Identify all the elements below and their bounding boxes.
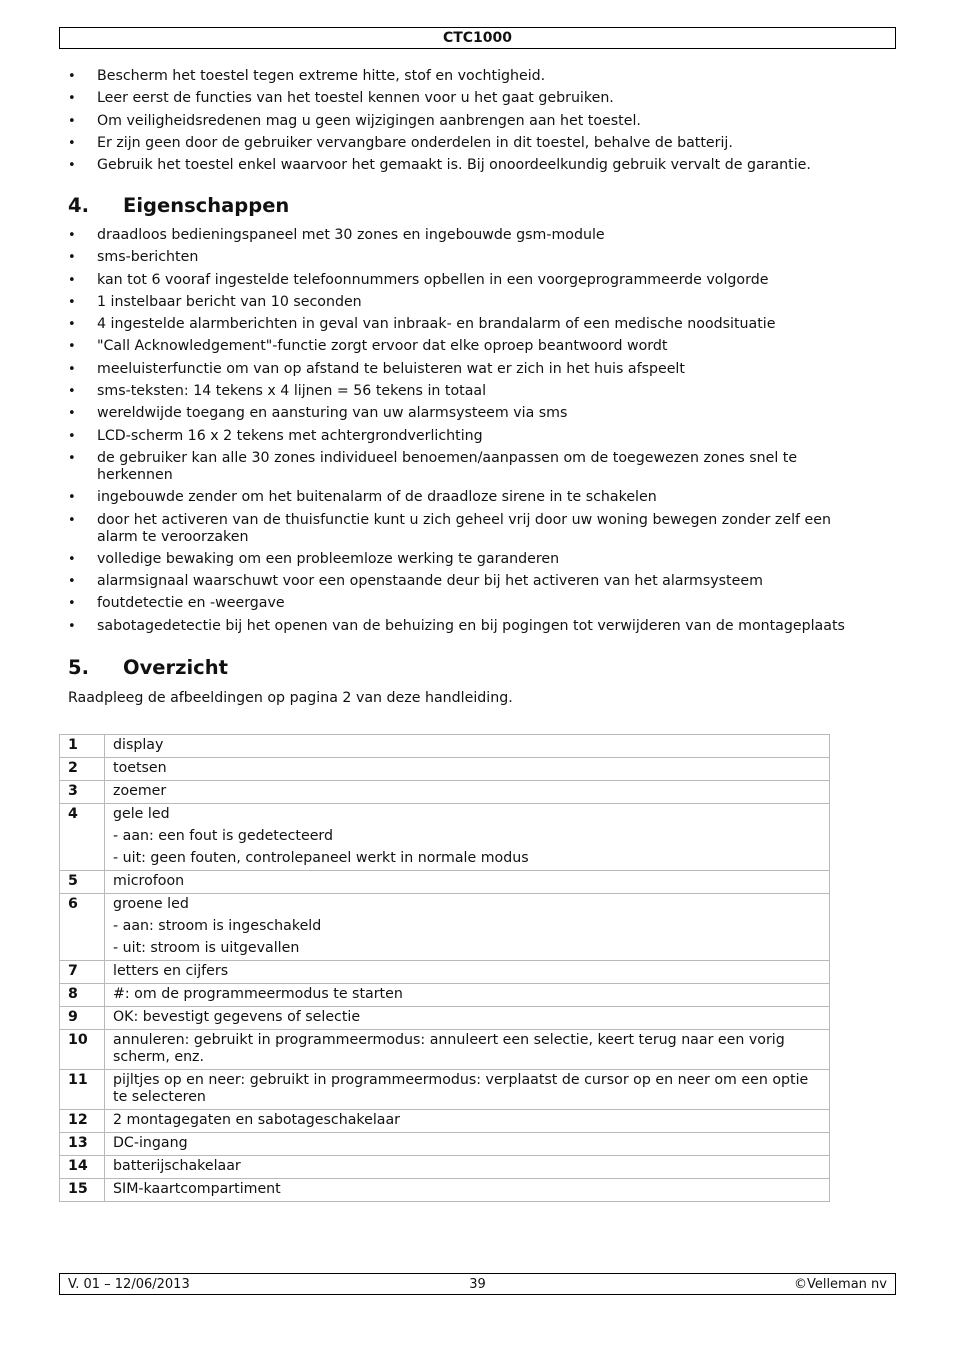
table-row [60, 758, 830, 781]
list-item: • kan tot 6 vooraf ingestelde telefoonnummers opbellen in een voorgeprogrammeerde volgorde [68, 272, 868, 289]
row-description: display [113, 737, 164, 753]
section-number: 5. [68, 656, 89, 679]
header-title: CTC1000 [442, 30, 513, 46]
row-number: 4 [60, 804, 105, 871]
row-description: 2 montagegaten en sabotageschakelaar [113, 1112, 400, 1128]
row-description-cell [105, 1179, 830, 1202]
row-number: 8 [60, 984, 105, 1007]
row-number: 3 [60, 781, 105, 804]
row-number: 12 [60, 1110, 105, 1133]
row-description-cell [105, 1133, 830, 1156]
row-description-cell [105, 1110, 830, 1133]
list-item: • foutdetectie en -weergave [68, 595, 868, 612]
row-sub-description: - aan: een fout is gedetecteerd [113, 828, 334, 844]
table-row [60, 1179, 830, 1202]
row-description: DC-ingang [113, 1135, 188, 1151]
row-description-cell [105, 804, 830, 871]
row-description-cell [105, 984, 830, 1007]
row-number: 5 [60, 871, 105, 894]
overview-table [59, 734, 830, 1202]
table-row [60, 1156, 830, 1179]
list-item: • alarmsignaal waarschuwt voor een openstaande deur bij het activeren van het alarmsysteem [68, 573, 868, 590]
row-description-cell [105, 1007, 830, 1030]
overview-intro: Raadpleeg de afbeeldingen op pagina 2 van deze handleiding. [68, 690, 513, 706]
list-item: • ingebouwde zender om het buitenalarm of de draadloze sirene in te schakelen [68, 489, 868, 506]
list-item: • wereldwijde toegang en aansturing van uw alarmsysteem via sms [68, 405, 868, 422]
row-description: OK: bevestigt gegevens of selectie [113, 1009, 361, 1025]
row-description-cell [105, 735, 830, 758]
list-item: • Gebruik het toestel enkel waarvoor het gemaakt is. Bij onoordeelkundig gebruik vervalt de garantie. [68, 157, 868, 174]
row-description: #: om de programmeermodus te starten [113, 986, 403, 1002]
list-item: • 1 instelbaar bericht van 10 seconden [68, 294, 868, 311]
section-title: Eigenschappen [123, 194, 290, 217]
table-row [60, 894, 830, 961]
row-number: 13 [60, 1133, 105, 1156]
list-item: • Er zijn geen door de gebruiker vervangbare onderdelen in dit toestel, behalve de batterij. [68, 135, 868, 152]
row-description-cell [105, 894, 830, 961]
row-description-cell [105, 871, 830, 894]
row-number: 2 [60, 758, 105, 781]
row-description-cell [105, 1030, 830, 1070]
list-item: • draadloos bedieningspaneel met 30 zones en ingebouwde gsm-module [68, 227, 868, 244]
footer-copyright: ©Velleman nv [793, 1277, 887, 1292]
section-number: 4. [68, 194, 89, 217]
row-description: microfoon [113, 873, 185, 889]
row-number: 14 [60, 1156, 105, 1179]
row-description: gele led [113, 806, 170, 822]
row-description-cell [105, 781, 830, 804]
section-title: Overzicht [123, 656, 228, 679]
row-number: 11 [60, 1070, 105, 1110]
list-item: • sabotagedetectie bij het openen van de behuizing en bij pogingen tot verwijderen van de montageplaats [68, 618, 868, 635]
table-row [60, 735, 830, 758]
row-description-cell [105, 961, 830, 984]
table-row [60, 781, 830, 804]
row-number: 15 [60, 1179, 105, 1202]
table-row [60, 961, 830, 984]
row-description: groene led [113, 896, 189, 912]
row-description: toetsen [113, 760, 167, 776]
table-row [60, 1007, 830, 1030]
row-description: SIM-kaartcompartiment [113, 1181, 281, 1197]
row-description: pijltjes op en neer: gebruikt in programmeermodus: verplaatst de cursor op en neer om een optie te selecteren [113, 1072, 809, 1105]
list-item: • Leer eerst de functies van het toestel kennen voor u het gaat gebruiken. [68, 90, 868, 107]
list-item: • Om veiligheidsredenen mag u geen wijzigingen aanbrengen aan het toestel. [68, 113, 868, 130]
table-row [60, 804, 830, 871]
row-description-cell [105, 1156, 830, 1179]
list-item: • meeluisterfunctie om van op afstand te beluisteren wat er zich in het huis afspeelt [68, 361, 868, 378]
list-item: • sms-berichten [68, 249, 868, 266]
row-number: 6 [60, 894, 105, 961]
row-number: 7 [60, 961, 105, 984]
list-item: • sms-teksten: 14 tekens x 4 lijnen = 56 tekens in totaal [68, 383, 868, 400]
row-number: 10 [60, 1030, 105, 1070]
footer-page-number: 39 [469, 1277, 486, 1292]
section-heading-eigenschappen [68, 194, 289, 218]
list-item: • "Call Acknowledgement"-functie zorgt ervoor dat elke oproep beantwoord wordt [68, 338, 868, 355]
row-sub-description: - aan: stroom is ingeschakeld [113, 918, 322, 934]
footer-version: V. 01 – 12/06/2013 [68, 1277, 190, 1292]
list-item: • Bescherm het toestel tegen extreme hitte, stof en vochtigheid. [68, 68, 868, 85]
list-item: • volledige bewaking om een probleemloze werking te garanderen [68, 551, 868, 568]
row-sub-description: - uit: stroom is uitgevallen [113, 940, 300, 956]
table-row [60, 871, 830, 894]
table-row [60, 1110, 830, 1133]
page-footer [59, 1273, 896, 1295]
row-description: zoemer [113, 783, 167, 799]
list-item: • door het activeren van de thuisfunctie kunt u zich geheel vrij door uw woning bewegen zonder zelf een alarm te veroorzaken [68, 512, 868, 546]
row-description-cell [105, 1070, 830, 1110]
row-sub-description: - uit: geen fouten, controlepaneel werkt in normale modus [113, 850, 529, 866]
row-description: batterijschakelaar [113, 1158, 241, 1174]
table-row [60, 984, 830, 1007]
list-item: • 4 ingestelde alarmberichten in geval van inbraak- en brandalarm of een medische noodsituatie [68, 316, 868, 333]
row-description: annuleren: gebruikt in programmeermodus: annuleert een selectie, keert terug naar een vorig scherm, enz. [113, 1032, 785, 1065]
list-item: • de gebruiker kan alle 30 zones individueel benoemen/aanpassen om de toegewezen zones snel te herkennen [68, 450, 868, 484]
row-number: 1 [60, 735, 105, 758]
row-description: letters en cijfers [113, 963, 229, 979]
row-number: 9 [60, 1007, 105, 1030]
list-item: • LCD-scherm 16 x 2 tekens met achtergrondverlichting [68, 428, 868, 445]
table-row [60, 1030, 830, 1070]
table-row [60, 1070, 830, 1110]
section-heading-overzicht [68, 656, 228, 680]
page-header [59, 27, 896, 49]
features-bullet-list [68, 227, 868, 640]
safety-bullet-list [68, 68, 868, 179]
table-row [60, 1133, 830, 1156]
row-description-cell [105, 758, 830, 781]
